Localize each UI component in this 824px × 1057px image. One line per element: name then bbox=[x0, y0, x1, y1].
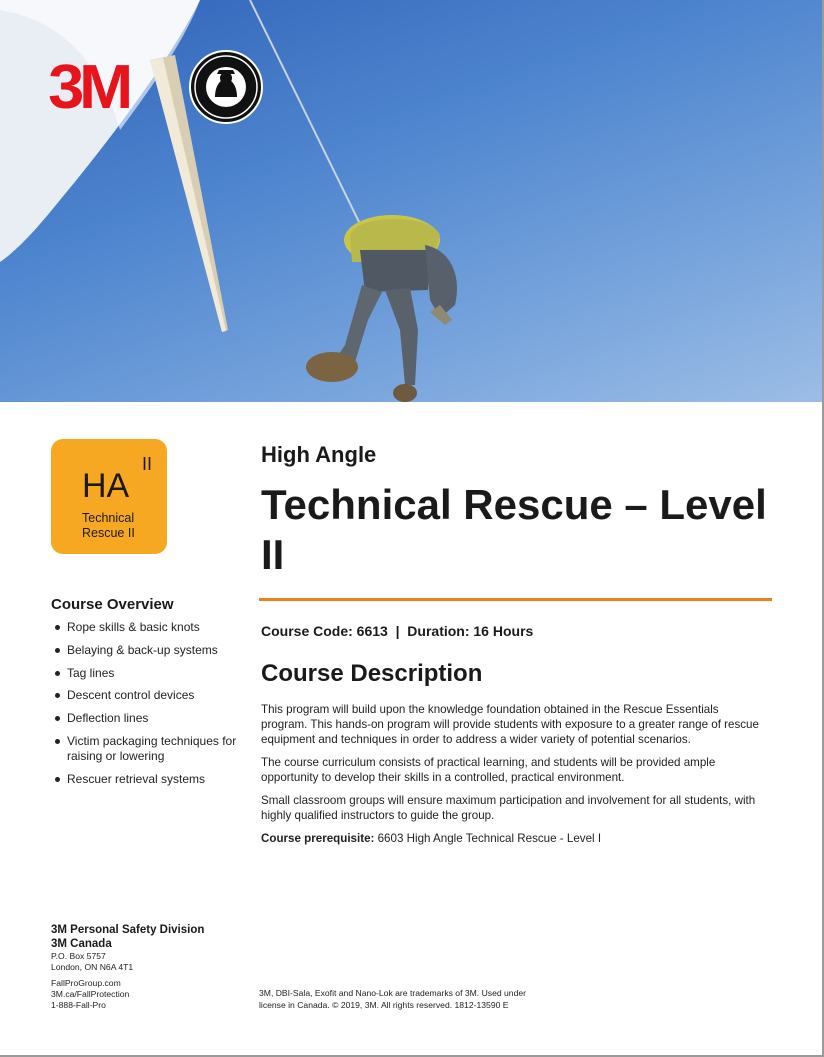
footer-website-2: 3M.ca/FallProtection bbox=[51, 989, 130, 999]
description-paragraph: Small classroom groups will ensure maximum participation and involvement for all students, with highly qualified instructors to guide the group. bbox=[261, 794, 756, 822]
list-item: Tag lines bbox=[51, 666, 241, 681]
list-item: Rope skills & basic knots bbox=[51, 620, 241, 635]
course-level-badge bbox=[51, 439, 167, 554]
list-item: Victim packaging techniques for raising or lowering bbox=[51, 734, 241, 764]
list-item: Rescuer retrieval systems bbox=[51, 772, 241, 787]
climber-figure bbox=[306, 215, 457, 402]
course-overview-list bbox=[51, 620, 241, 795]
footer-company: 3M Canada bbox=[51, 938, 112, 950]
list-item: Descent control devices bbox=[51, 688, 241, 703]
list-item: Deflection lines bbox=[51, 711, 241, 726]
page-subtitle: High Angle bbox=[261, 442, 377, 467]
course-description-body bbox=[261, 702, 766, 854]
footer-division: 3M Personal Safety Division bbox=[51, 924, 205, 936]
footer-city: London, ON N6A 4T1 bbox=[51, 962, 134, 972]
footer-phone: 1-888-Fall-Pro bbox=[51, 1000, 106, 1010]
footer-contact bbox=[51, 923, 251, 1011]
prerequisite-line bbox=[261, 831, 766, 846]
badge-line-2: Rescue II bbox=[82, 526, 135, 540]
prerequisite-value: 6603 High Angle Technical Rescue - Level I bbox=[374, 832, 602, 845]
badge-abbreviation: HA bbox=[82, 467, 130, 505]
footer-trademark bbox=[259, 987, 579, 1011]
description-paragraph: This program will build upon the knowledge foundation obtained in the Rescue Essentials program. This hands-on program will provide students with exposure to a greater range of rescue equipment and techniques in order to address a wider variety of potential scenarios. bbox=[261, 703, 759, 746]
description-paragraph: The course curriculum consists of practical learning, and students will be provided ample opportunity to develop their skills in a controlled, practical environment. bbox=[261, 756, 716, 784]
hero-image bbox=[0, 0, 822, 402]
list-item: Belaying & back-up systems bbox=[51, 643, 241, 658]
trademark-line-2: license in Canada. © 2019, 3M. All rights reserved. 1812-13590 E bbox=[259, 1000, 509, 1010]
divider bbox=[259, 598, 772, 601]
trademark-line-1: 3M, DBI-Sala, Exofit and Nano-Lok are trademarks of 3M. Used under bbox=[259, 988, 527, 998]
course-code-duration: Course Code: 6613 | Duration: 16 Hours bbox=[261, 623, 534, 639]
course-overview-heading: Course Overview bbox=[51, 596, 174, 613]
badge-line-1: Technical bbox=[82, 511, 135, 525]
3m-logo: 3M bbox=[48, 53, 129, 122]
prerequisite-label: Course prerequisite: bbox=[261, 832, 375, 845]
footer-po-box: P.O. Box 5757 bbox=[51, 951, 106, 961]
course-description-heading: Course Description bbox=[261, 660, 483, 687]
badge-subtitle bbox=[82, 511, 162, 541]
footer-website-1: FallProGroup.com bbox=[51, 978, 121, 988]
badge-level: II bbox=[142, 454, 153, 474]
page-title: Technical Rescue – Level II bbox=[261, 481, 767, 578]
fall-protection-group-seal-icon bbox=[189, 50, 263, 124]
